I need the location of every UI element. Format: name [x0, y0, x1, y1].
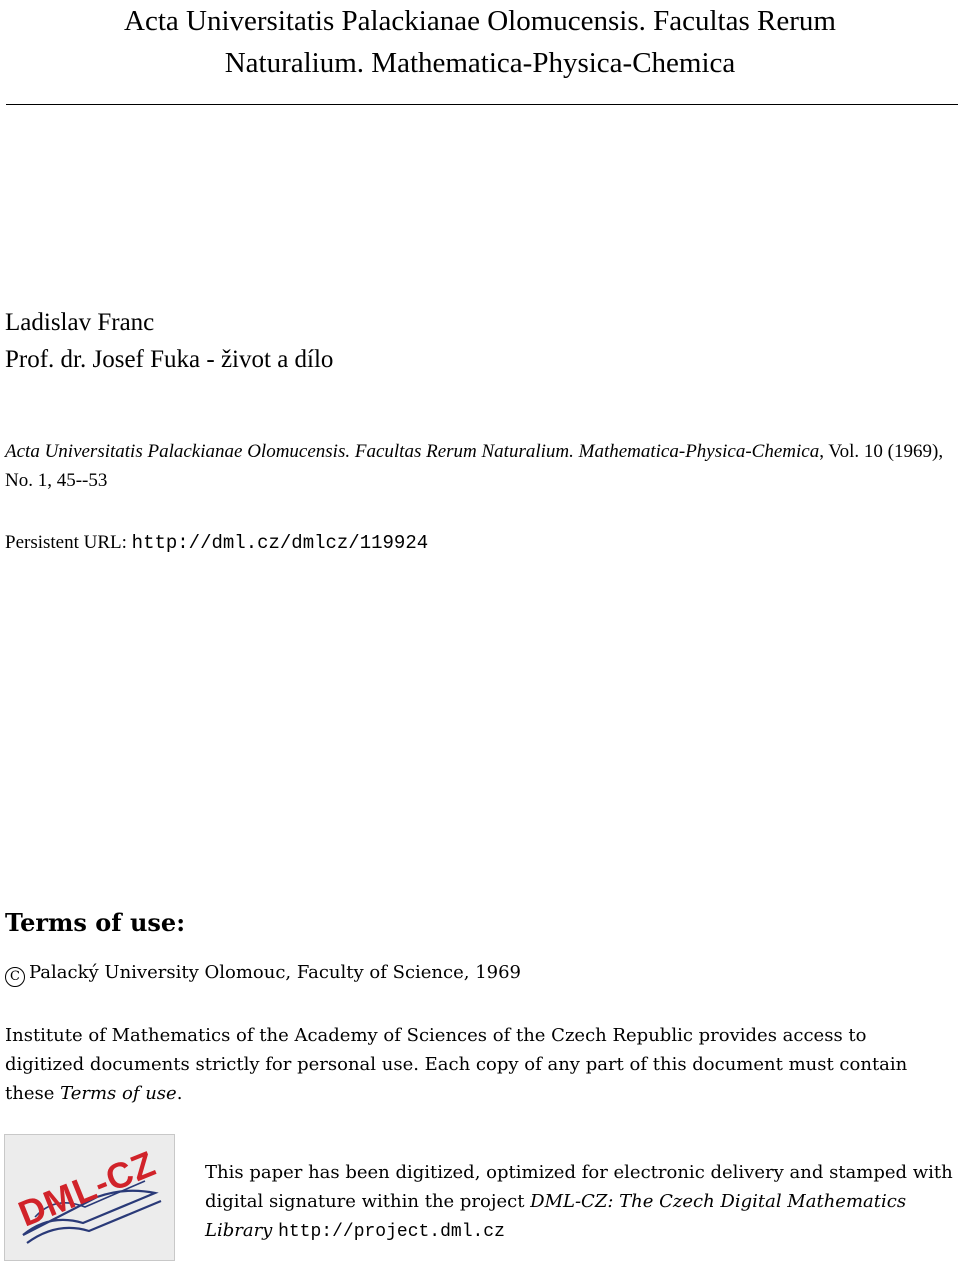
- footer-text: [205, 1158, 955, 1247]
- footer-project-name: DML-CZ: The Czech Digital Mathematics Library: [205, 1191, 907, 1241]
- journal-title: [0, 0, 960, 84]
- dml-cz-logo-icon: [5, 1135, 174, 1260]
- terms-text-italic: Terms of use: [60, 1083, 177, 1104]
- terms-text-main: Institute of Mathematics of the Academy of Sciences of the Czech Republic provides access to digitized documents strictly for personal use. Each copy of any part of this document must contain these: [5, 1025, 908, 1104]
- dml-cz-logo: [4, 1134, 175, 1261]
- article-author: Ladislav Franc: [5, 309, 155, 336]
- citation-journal: Acta Universitatis Palackianae Olomucensis. Facultas Rerum Naturalium. Mathematica-Physica-Chemica: [5, 441, 820, 462]
- logo-text: DML-CZ: [12, 1142, 162, 1235]
- persistent-url-link[interactable]: http://dml.cz/dmlcz/119924: [131, 532, 429, 554]
- copyright-text: Palacký University Olomouc, Faculty of Science, 1969: [29, 962, 522, 983]
- copyright-icon: C: [5, 967, 25, 987]
- journal-title-line-1: Acta Universitatis Palackianae Olomucensis. Facultas Rerum: [124, 5, 836, 37]
- header-divider: [6, 104, 958, 105]
- footer-text-main: This paper has been digitized, optimized for electronic delivery and stamped with digital signature within the project: [205, 1162, 953, 1212]
- terms-heading: Terms of use:: [5, 908, 186, 937]
- terms-text: [5, 1021, 950, 1108]
- citation: [5, 437, 955, 495]
- citation-details: , Vol. 10 (1969), No. 1, 45--53: [5, 441, 944, 491]
- copyright-line: [5, 958, 521, 987]
- footer-project-url[interactable]: http://project.dml.cz: [278, 1222, 505, 1242]
- persistent-url-line: [5, 528, 428, 558]
- article-title: Prof. dr. Josef Fuka - život a dílo: [5, 346, 334, 373]
- terms-text-end: .: [176, 1083, 183, 1104]
- persistent-url-label: Persistent URL:: [5, 532, 132, 553]
- journal-title-line-2: Naturalium. Mathematica-Physica-Chemica: [224, 47, 736, 79]
